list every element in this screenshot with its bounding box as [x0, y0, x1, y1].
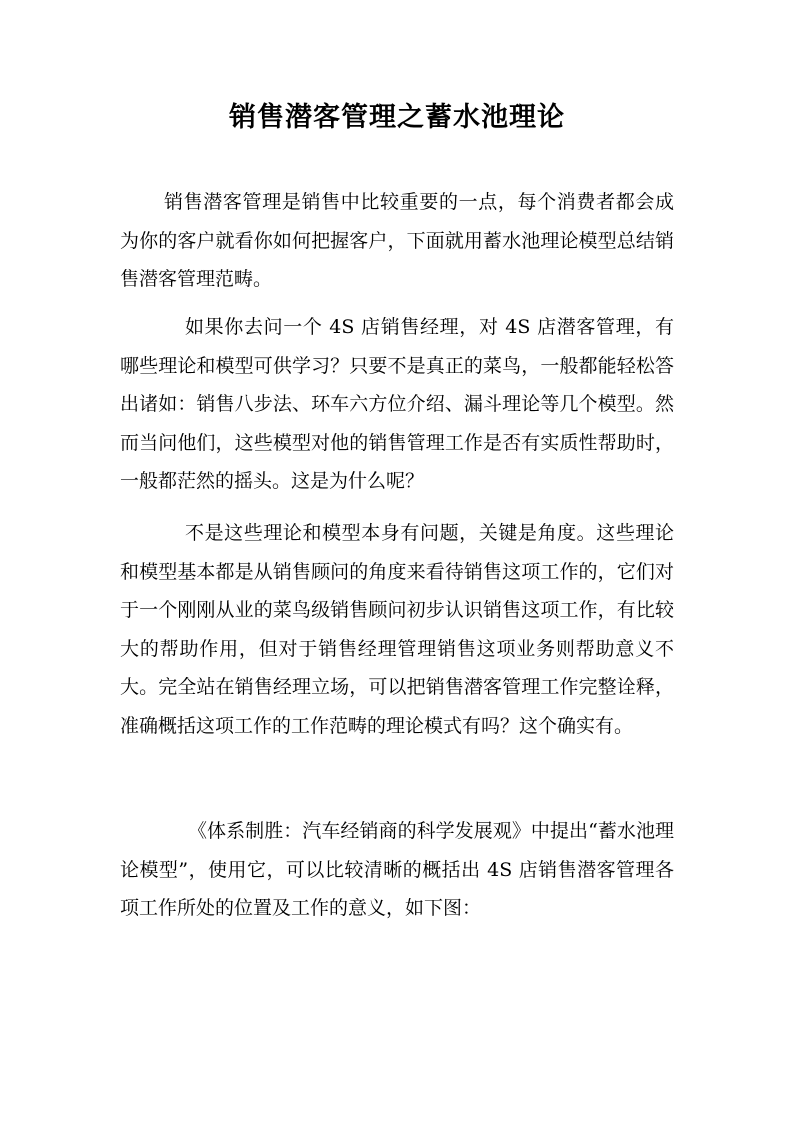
paragraph-perspective: 不是这些理论和模型本身有问题，关键是角度。这些理论和模型基本都是从销售顾问的角度来看待销售这项工作的，它们对于一个刚刚从业的菜鸟级销售顾问初步认识销售这项工作，有比较大的帮助作用，但对于销售经理管理销售这项业务则帮助意义不大。完全站在销售经理立场，可以把销售潜客管理工作完整诠释，准确概括这项工作的工作范畴的理论模式有吗？这个确实有。	[120, 522, 674, 737]
paragraph-existing-models: 如果你去问一个 4S 店销售经理，对 4S 店潜客管理，有哪些理论和模型可供学习？只要不是真正的菜鸟，一般都能轻松答出诸如：销售八步法、环车六方位介绍、漏斗理论等几个模型。然而当问他们，这些模型对他的销售管理工作是否有实质性帮助时，一般都茫然的摇头。这是为什么呢？	[120, 316, 674, 492]
paragraph-reservoir-model: 《体系制胜：汽车经销商的科学发展观》中提出“蓄水池理论模型”，使用它，可以比较清晰的概括出 4S 店销售潜客管理各项工作所处的位置及工作的意义，如下图：	[120, 820, 674, 919]
document-title: 销售潜客管理之蓄水池理论	[229, 102, 565, 133]
paragraph-intro: 销售潜客管理是销售中比较重要的一点，每个消费者都会成为你的客户就看你如何把握客户，下面就用蓄水池理论模型总结销售潜客管理范畴。	[120, 191, 674, 290]
